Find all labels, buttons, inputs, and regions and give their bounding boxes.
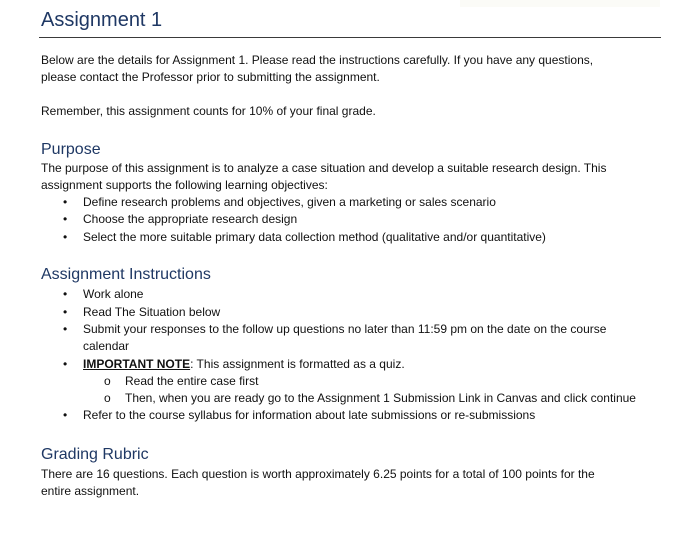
title-underline xyxy=(39,37,661,38)
bullet-glyph: • xyxy=(63,287,68,301)
bullet-glyph: • xyxy=(63,408,68,422)
bullet-glyph: • xyxy=(63,212,68,226)
objective-item: Define research problems and objectives, given a marketing or sales scenario xyxy=(83,195,496,209)
important-note-item xyxy=(83,356,405,373)
header-area xyxy=(460,0,660,7)
instruction-item: Refer to the course syllabus for information about late submissions or re-submissions xyxy=(83,408,536,422)
instruction-item: Work alone xyxy=(83,287,144,301)
bullet-glyph: • xyxy=(63,357,68,371)
objective-item: Choose the appropriate research design xyxy=(83,212,298,226)
bullet-glyph: • xyxy=(63,230,68,244)
instruction-item: Submit your responses to the follow up questions no later than 11:59 pm on the date on the course xyxy=(83,322,607,336)
objective-item: Select the more suitable primary data collection method (qualitative and/or quantitative) xyxy=(83,230,546,244)
purpose-text: assignment supports the following learning objectives: xyxy=(41,178,328,192)
purpose-heading: Purpose xyxy=(41,141,101,158)
important-note-label: IMPORTANT NOTE xyxy=(83,357,191,371)
bullet-glyph: • xyxy=(63,305,68,319)
rubric-text: There are 16 questions. Each question is worth approximately 6.25 points for a total of 100 points for the xyxy=(41,467,595,481)
bullet-glyph: • xyxy=(63,195,68,209)
sub-instruction-item: Then, when you are ready go to the Assignment 1 Submission Link in Canvas and click continue xyxy=(125,391,636,405)
page-title: Assignment 1 xyxy=(41,9,163,31)
instruction-item: Read The Situation below xyxy=(83,305,221,319)
sub-bullet-glyph: o xyxy=(104,391,111,405)
purpose-text: The purpose of this assignment is to analyze a case situation and develop a suitable research design. This xyxy=(41,161,607,175)
rubric-heading: Grading Rubric xyxy=(41,446,149,463)
rubric-text: entire assignment. xyxy=(41,484,140,498)
bullet-glyph: • xyxy=(63,322,68,336)
instruction-item-continued: calendar xyxy=(83,339,130,353)
sub-bullet-glyph: o xyxy=(104,374,111,388)
important-note-text: : This assignment is formatted as a quiz. xyxy=(190,357,405,371)
intro-line: Below are the details for Assignment 1. Please read the instructions carefully. If you have any questions, xyxy=(41,53,594,67)
instructions-heading: Assignment Instructions xyxy=(41,266,211,283)
sub-instruction-item: Read the entire case first xyxy=(125,374,259,388)
grade-note: Remember, this assignment counts for 10% of your final grade. xyxy=(41,104,376,118)
intro-line: please contact the Professor prior to submitting the assignment. xyxy=(41,70,380,84)
